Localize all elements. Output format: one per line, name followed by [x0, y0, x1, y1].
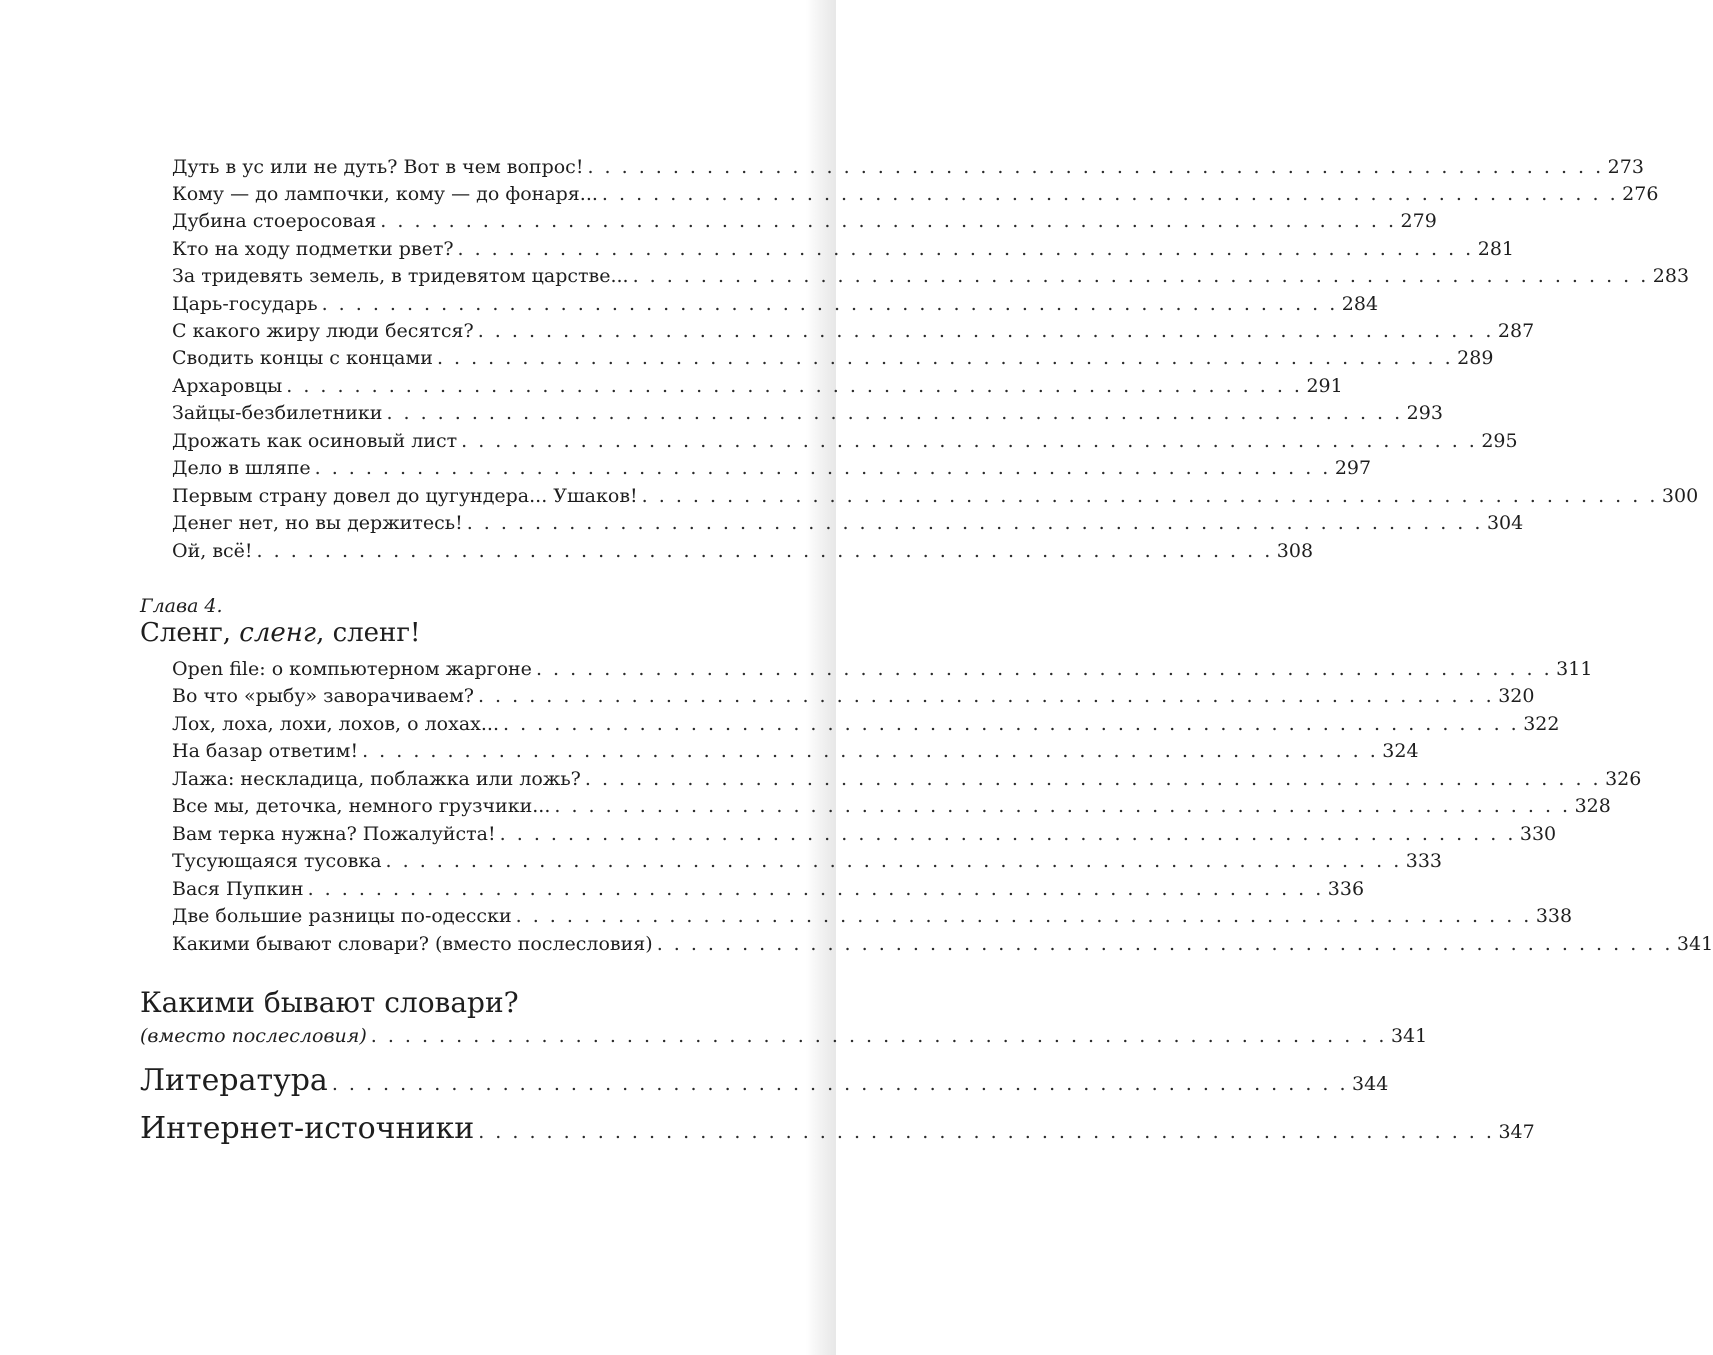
toc-entry[interactable] — [172, 401, 1443, 425]
entry-page: 328 — [1574, 795, 1611, 817]
entry-title: Архаровцы — [172, 375, 283, 397]
dot-leader: . . . . . . . . . . . . . . . . . . . . . . . . . . . . . . . . . . . . . . . . . . . . . . . . . . . . . . . . . . . . — [499, 823, 1516, 845]
entry-page: 293 — [1406, 402, 1443, 424]
entry-title: На базар ответим! — [172, 740, 359, 762]
entry-page: 276 — [1622, 183, 1659, 205]
toc-entry[interactable] — [172, 767, 1642, 791]
dot-leader: . . . . . . . . . . . . . . . . . . . . . . . . . . . . . . . . . . . . . . . . . . . . . . . . . . . . . . . . . . . . — [477, 685, 1495, 707]
toc-entry[interactable] — [172, 374, 1343, 398]
entry-title: Тусующаяся тусовка — [172, 850, 382, 872]
dot-leader: . . . . . . . . . . . . . . . . . . . . . . . . . . . . . . . . . . . . . . . . . . . . . . . . . . . . . . . . . . . . — [641, 485, 1658, 507]
entry-title: Кому — до лампочки, кому — до фонаря... — [172, 183, 598, 205]
toc-entry[interactable] — [172, 904, 1573, 928]
entry-page: 308 — [1276, 540, 1314, 562]
dot-leader: . . . . . . . . . . . . . . . . . . . . . . . . . . . . . . . . . . . . . . . . . . . . . . . . . . . . . . . . . . . . — [380, 210, 1397, 232]
entry-page: 291 — [1306, 375, 1343, 397]
toc-entry[interactable] — [172, 932, 1713, 956]
entry-title: Какими бывают словари? (вместо послесловия) — [172, 933, 653, 955]
dot-leader: . . . . . . . . . . . . . . . . . . . . . . . . . . . . . . . . . . . . . . . . . . . . . . . . . . . . . . . . . . . . — [436, 347, 1454, 369]
dot-leader: . . . . . . . . . . . . . . . . . . . . . . . . . . . . . . . . . . . . . . . . . . . . . . . . . . . . . . . . . . . . — [331, 1073, 1349, 1095]
entry-title: Ой, всё! — [172, 540, 253, 562]
entry-page: 273 — [1607, 156, 1644, 178]
entry-page: 295 — [1481, 430, 1518, 452]
entry-page: 300 — [1661, 485, 1699, 507]
dot-leader: . . . . . . . . . . . . . . . . . . . . . . . . . . . . . . . . . . . . . . . . . . . . . . . . . . . . . . . . . . . . — [503, 713, 1520, 735]
entry-title: Дубина стоеросовая — [172, 210, 377, 232]
toc-entry[interactable] — [172, 822, 1557, 846]
entry-title: Царь-государь — [172, 293, 318, 315]
toc-entry[interactable] — [172, 182, 1659, 206]
toc-entry[interactable] — [172, 739, 1419, 763]
dot-leader: . . . . . . . . . . . . . . . . . . . . . . . . . . . . . . . . . . . . . . . . . . . . . . . . . . . . . . . . . . . . — [584, 768, 1602, 790]
entry-page: 341 — [1390, 1025, 1428, 1047]
chapter-title-part: , сленг! — [316, 618, 421, 648]
entry-title: Лох, лоха, лохи, лохов, о лохах... — [172, 713, 499, 735]
entry-title: Все мы, деточка, немного грузчики... — [172, 795, 551, 817]
toc-entry[interactable] — [172, 429, 1518, 453]
toc-entry[interactable] — [172, 539, 1314, 563]
entry-page: 304 — [1486, 512, 1524, 534]
dot-leader: . . . . . . . . . . . . . . . . . . . . . . . . . . . . . . . . . . . . . . . . . . . . . . . . . . . . . . . . . . . . — [587, 156, 1604, 178]
entry-title: Дрожать как осиновый лист — [172, 430, 458, 452]
dot-leader: . . . . . . . . . . . . . . . . . . . . . . . . . . . . . . . . . . . . . . . . . . . . . . . . . . . . . . . . . . . . — [515, 905, 1532, 927]
dot-leader: . . . . . . . . . . . . . . . . . . . . . . . . . . . . . . . . . . . . . . . . . . . . . . . . . . . . . . . . . . . . — [307, 878, 1324, 900]
entry-page: 322 — [1523, 713, 1560, 735]
entry-page: 347 — [1498, 1121, 1535, 1143]
toc-entry[interactable] — [172, 511, 1524, 535]
entry-page: 287 — [1497, 320, 1535, 342]
toc-entry[interactable] — [172, 209, 1437, 233]
toc-entry[interactable] — [172, 849, 1443, 873]
dot-leader: . . . . . . . . . . . . . . . . . . . . . . . . . . . . . . . . . . . . . . . . . . . . . . . . . . . . . . . . . . . . — [554, 795, 1571, 817]
dot-leader: . . . . . . . . . . . . . . . . . . . . . . . . . . . . . . . . . . . . . . . . . . . . . . . . . . . . . . . . . . . . — [457, 238, 1474, 260]
entry-page: 341 — [1676, 933, 1713, 955]
toc-entry-internet[interactable] — [140, 1110, 1535, 1148]
toc-entry[interactable] — [172, 319, 1535, 343]
entry-title: Первым страну довел до цугундера... Ушаков! — [172, 485, 638, 507]
toc-entry[interactable] — [172, 484, 1699, 508]
dot-leader: . . . . . . . . . . . . . . . . . . . . . . . . . . . . . . . . . . . . . . . . . . . . . . . . . . . . . . . . . . . . — [370, 1025, 1387, 1047]
dot-leader: . . . . . . . . . . . . . . . . . . . . . . . . . . . . . . . . . . . . . . . . . . . . . . . . . . . . . . . . . . . . — [386, 402, 1403, 424]
chapter-title-part: Сленг, — [140, 618, 240, 648]
dot-leader: . . . . . . . . . . . . . . . . . . . . . . . . . . . . . . . . . . . . . . . . . . . . . . . . . . . . . . . . . . . . — [314, 457, 1331, 479]
entry-page: 333 — [1405, 850, 1443, 872]
dot-leader: . . . . . . . . . . . . . . . . . . . . . . . . . . . . . . . . . . . . . . . . . . . . . . . . . . . . . . . . . . . . — [478, 1121, 1495, 1143]
dot-leader: . . . . . . . . . . . . . . . . . . . . . . . . . . . . . . . . . . . . . . . . . . . . . . . . . . . . . . . . . . . . — [362, 740, 1379, 762]
toc-entry[interactable] — [172, 657, 1593, 681]
entry-title: Две большие разницы по-одесски — [172, 905, 512, 927]
entry-page: 311 — [1556, 658, 1593, 680]
entry-title: Кто на ходу подметки рвет? — [172, 238, 454, 260]
entry-title: Дело в шляпе — [172, 457, 311, 479]
dot-leader: . . . . . . . . . . . . . . . . . . . . . . . . . . . . . . . . . . . . . . . . . . . . . . . . . . . . . . . . . . . . — [466, 512, 1483, 534]
toc-entry[interactable] — [172, 684, 1535, 708]
entry-title: Вам терка нужна? Пожалуйста! — [172, 823, 496, 845]
chapter-label: Глава 4. — [140, 595, 223, 617]
entry-page: 326 — [1605, 768, 1642, 790]
entry-page: 320 — [1498, 685, 1535, 707]
entry-page: 279 — [1400, 210, 1437, 232]
entry-page: 338 — [1535, 905, 1573, 927]
dot-leader: . . . . . . . . . . . . . . . . . . . . . . . . . . . . . . . . . . . . . . . . . . . . . . . . . . . . . . . . . . . . — [535, 658, 1553, 680]
entry-title: За тридевять земель, в тридевятом царстве... — [172, 265, 629, 287]
dot-leader: . . . . . . . . . . . . . . . . . . . . . . . . . . . . . . . . . . . . . . . . . . . . . . . . . . . . . . . . . . . . — [656, 933, 1673, 955]
toc-entry[interactable] — [172, 264, 1690, 288]
entry-page: 297 — [1334, 457, 1372, 479]
entry-title: Во что «рыбу» заворачиваем? — [172, 685, 474, 707]
entry-page: 344 — [1352, 1073, 1389, 1095]
toc-entry[interactable] — [172, 292, 1379, 316]
toc-entry[interactable] — [172, 877, 1365, 901]
entry-title: С какого жиру люди бесятся? — [172, 320, 474, 342]
entry-title: Дуть в ус или не дуть? Вот в чем вопрос! — [172, 156, 584, 178]
entry-title: Сводить концы с концами — [172, 347, 433, 369]
entry-page: 336 — [1327, 878, 1365, 900]
chapter-title-part-italic: сленг — [239, 618, 317, 648]
entry-page: 330 — [1519, 823, 1557, 845]
toc-entry[interactable] — [172, 712, 1560, 736]
entry-page: 324 — [1382, 740, 1419, 762]
toc-entry-literature[interactable] — [140, 1062, 1389, 1100]
entry-title: Зайцы-безбилетники — [172, 402, 383, 424]
entry-page: 284 — [1341, 293, 1379, 315]
toc-entry[interactable] — [172, 155, 1644, 179]
entry-subtitle: (вместо послесловия) — [140, 1025, 367, 1047]
entry-title: Лажа: нескладица, поблажка или ложь? — [172, 768, 581, 790]
entry-title: Вася Пупкин — [172, 878, 304, 900]
dot-leader: . . . . . . . . . . . . . . . . . . . . . . . . . . . . . . . . . . . . . . . . . . . . . . . . . . . . . . . . . . . . — [632, 265, 1649, 287]
entry-title: Литература — [140, 1063, 328, 1098]
toc-entry[interactable] — [172, 346, 1494, 370]
toc-entry[interactable] — [172, 237, 1514, 261]
dot-leader: . . . . . . . . . . . . . . . . . . . . . . . . . . . . . . . . . . . . . . . . . . . . . . . . . . . . . . . . . . . . — [477, 320, 1494, 342]
dot-leader: . . . . . . . . . . . . . . . . . . . . . . . . . . . . . . . . . . . . . . . . . . . . . . . . . . . . . . . . . . . . — [256, 540, 1273, 562]
entry-page: 289 — [1457, 347, 1494, 369]
entry-title: Денег нет, но вы держитесь! — [172, 512, 463, 534]
dot-leader: . . . . . . . . . . . . . . . . . . . . . . . . . . . . . . . . . . . . . . . . . . . . . . . . . . . . . . . . . . . . — [461, 430, 1478, 452]
entry-page: 283 — [1652, 265, 1690, 287]
entry-page: 281 — [1477, 238, 1514, 260]
toc-entry[interactable] — [172, 456, 1372, 480]
dot-leader: . . . . . . . . . . . . . . . . . . . . . . . . . . . . . . . . . . . . . . . . . . . . . . . . . . . . . . . . . . . . — [321, 293, 1338, 315]
toc-entry-dictionaries[interactable] — [140, 1024, 1428, 1048]
entry-title: Open file: о компьютерном жаргоне — [172, 658, 532, 680]
dot-leader: . . . . . . . . . . . . . . . . . . . . . . . . . . . . . . . . . . . . . . . . . . . . . . . . . . . . . . . . . . . . — [385, 850, 1402, 872]
chapter-title — [140, 617, 420, 649]
dictionaries-heading: Какими бывают словари? — [140, 986, 519, 1019]
dot-leader: . . . . . . . . . . . . . . . . . . . . . . . . . . . . . . . . . . . . . . . . . . . . . . . . . . . . . . . . . . . . — [286, 375, 1303, 397]
toc-entry[interactable] — [172, 794, 1611, 818]
dot-leader: . . . . . . . . . . . . . . . . . . . . . . . . . . . . . . . . . . . . . . . . . . . . . . . . . . . . . . . . . . . . — [601, 183, 1619, 205]
entry-title: Интернет-источники — [140, 1111, 475, 1146]
